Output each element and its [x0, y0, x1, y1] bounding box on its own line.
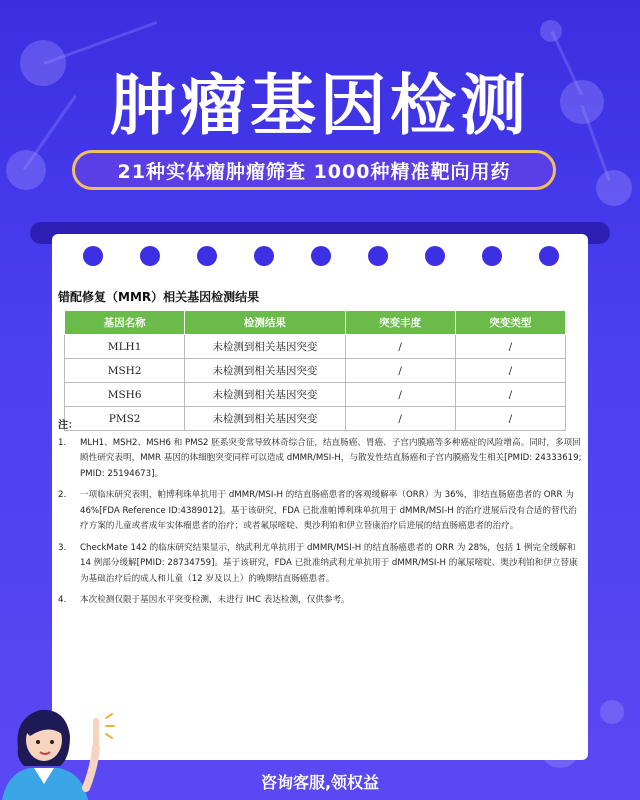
gene-name-cell: MSH6: [65, 383, 185, 407]
note-item: [58, 541, 584, 588]
abundance-cell: /: [345, 383, 455, 407]
note-text: CheckMate 142 的临床研究结果显示，纳武利尤单抗用于 dMMR/MSI-H 的结直肠癌患者的 ORR 为 28%，包括 1 例完全缓解和 14 例部分缓解[PMID: 28734759]。基于该研究，FDA 已批准纳武利尤单抗用于 dMMR/MSI-H 的氟尿嘧啶、奥沙利铂和伊立替康为基础治疗后的成人和儿童（12 岁及以上）的晚期结直肠癌患者。: [80, 542, 578, 584]
result-cell: 未检测到相关基因突变: [185, 359, 345, 383]
notes-heading: 注：: [58, 420, 78, 431]
note-item: [58, 593, 584, 609]
column-header: 突变丰度: [345, 311, 455, 335]
binder-hole: [482, 246, 502, 266]
consult-service-button[interactable]: 咨询客服,领权益: [260, 772, 380, 792]
page-title: 肿瘤基因检测: [110, 67, 530, 144]
bg-molecule-node: [596, 170, 632, 206]
note-text: 一项临床研究表明，帕博利珠单抗用于 dMMR/MSI-H 的结直肠癌患者的客观缓解率（ORR）为 36%，非结直肠癌患者的 ORR 为 46%[FDA Reference ID:4389012]。基于该研究，FDA 已批准帕博利珠单抗用于 dMMR/MSI-H 的治疗进展后没有合适的替代治疗方案的儿童或者成年实体瘤患者的治疗；或者氟尿嘧啶、奥沙利铂和伊立替康治疗后进展的结直肠癌患者的治疗。: [80, 490, 577, 531]
binder-hole: [254, 246, 274, 266]
bg-molecule-node: [6, 150, 46, 190]
note-item: [58, 436, 584, 483]
subtitle-banner: 21种实体瘤肿瘤筛查 1000种精准靶向用药: [72, 150, 556, 190]
binder-hole: [368, 246, 388, 266]
result-cell: 未检测到相关基因突变: [185, 407, 345, 431]
result-cell: 未检测到相关基因突变: [185, 383, 345, 407]
table-header-row: [65, 311, 566, 335]
note-item: [58, 488, 584, 535]
binder-hole: [197, 246, 217, 266]
section-title: 错配修复（MMR）相关基因检测结果: [58, 290, 260, 304]
gene-name-cell: MLH1: [65, 335, 185, 359]
binder-hole: [539, 246, 559, 266]
mutation-type-cell: /: [455, 407, 565, 431]
abundance-cell: /: [345, 359, 455, 383]
column-header: 基因名称: [65, 311, 185, 335]
note-number: 1.: [58, 437, 67, 448]
abundance-cell: /: [345, 407, 455, 431]
binder-hole: [140, 246, 160, 266]
note-text: 本次检测仅限于基因水平突变检测，未进行 IHC 表达检测，仅供参考。: [80, 595, 350, 605]
mutation-type-cell: /: [455, 383, 565, 407]
binder-hole: [311, 246, 331, 266]
table-row: [65, 359, 566, 383]
note-number: 4.: [58, 595, 67, 605]
column-header: 检测结果: [185, 311, 345, 335]
mmr-result-table: [64, 310, 566, 431]
note-number: 2.: [58, 490, 67, 500]
table-row: [65, 335, 566, 359]
gene-name-cell: MSH2: [65, 359, 185, 383]
abundance-cell: /: [345, 335, 455, 359]
mutation-type-cell: /: [455, 359, 565, 383]
bg-molecule-node: [600, 700, 624, 724]
notes-section: [58, 418, 584, 615]
gene-name-cell: PMS2: [65, 407, 185, 431]
table-row: [65, 383, 566, 407]
note-text: MLH1、MSH2、MSH6 和 PMS2 胚系突变常导致林奇综合征，结直肠癌、胃癌、子宫内膜癌等多种癌症的风险增高。同时，多项回顾性研究表明，MMR 基因的体细胞突变同样可以造成 dMMR/MSI-H，与散发性结直肠癌和子宫内膜癌发生相关[PMID: 24333619; PMID: 25194673]。: [80, 437, 582, 479]
binder-hole: [425, 246, 445, 266]
mutation-type-cell: /: [455, 335, 565, 359]
binder-hole: [83, 246, 103, 266]
result-cell: 未检测到相关基因突变: [185, 335, 345, 359]
column-header: 突变类型: [455, 311, 565, 335]
note-number: 3.: [58, 542, 67, 553]
